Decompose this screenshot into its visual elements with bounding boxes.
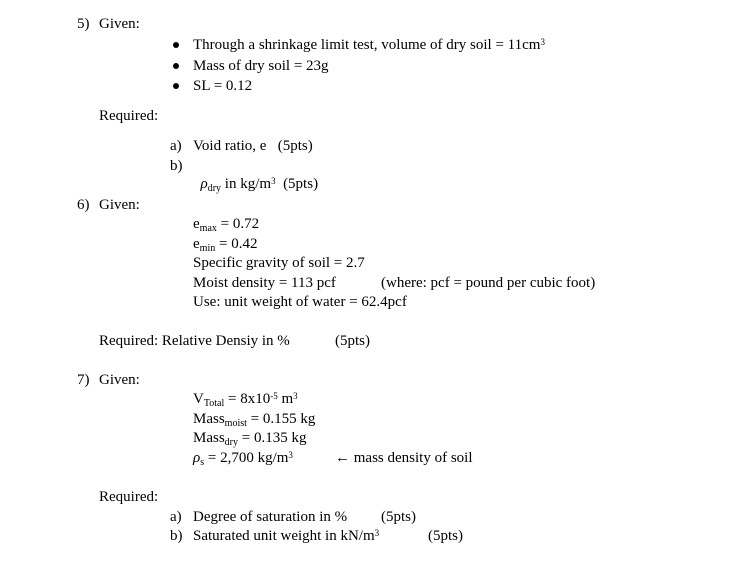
q5-required-a-letter: a) [170,138,182,154]
q7-number: 7) [77,372,90,388]
q5-required-b-letter: b) [170,158,183,174]
q5-required-a: Void ratio, e (5pts) [193,138,313,154]
q6-emax: $e_{max} = 0.72$ [193,216,260,234]
q5-number: 5) [77,16,90,32]
q7-required-label: Required: [99,489,159,505]
q7-given-label: Given: [99,372,140,388]
bullet-icon [173,83,179,89]
q6-required: Required: Relative Densiy in % [99,333,290,349]
bullet-icon [173,42,179,48]
q6-moist-density: Moist density = 113 pcf [193,275,336,291]
q5-given-item-2: Mass of dry soil = 23g [193,58,329,74]
q6-given-label: Given: [99,197,140,213]
q7-required-a: Degree of saturation in % [193,509,348,525]
q5-given-item-3: SL = 0.12 [193,78,253,94]
q7-mass-dry: Mass$_{dry}$ = 0.135 kg [193,430,307,448]
q6-moist-note: (where: pcf = pound per cubic foot) [381,275,596,291]
q6-unit-weight: Use: unit weight of water = 62.4pcf [193,294,407,310]
q7-required-b-letter: b) [170,528,183,544]
q6-number: 6) [77,197,90,213]
q7-vtotal: $V_{Total} = 8x10^{-5}$ $m^3$ [193,391,298,409]
q7-required-b-pts: (5pts) [428,528,463,544]
q5-given-item-1: Through a shrinkage limit test, volume of dry soil = $11cm^3$ [193,37,545,53]
q7-required-b: Saturated unit weight in $kN/m^3$ [193,528,380,544]
q7-required-a-letter: a) [170,509,182,525]
bullet-icon [173,63,179,69]
q7-rho-s-note: ← mass density of soil [335,450,473,466]
q5-given-label: Given: [99,16,140,32]
q6-pts: (5pts) [335,333,370,349]
q5-required-label: Required: [99,108,159,124]
q5-required-b: $\rho_{dry}$ in $kg/m^3$ (5pts) [200,176,319,194]
q7-rho-s: $\rho_s = 2,700$ $kg/m^3$ [193,450,293,468]
q7-required-a-pts: (5pts) [381,509,416,525]
q7-mass-moist: Mass$_{moist}$ = 0.155 kg [193,411,316,429]
q6-emin: $e_{min} = 0.42$ [193,236,258,254]
q6-specific-gravity: Specific gravity of soil = 2.7 [193,255,365,271]
